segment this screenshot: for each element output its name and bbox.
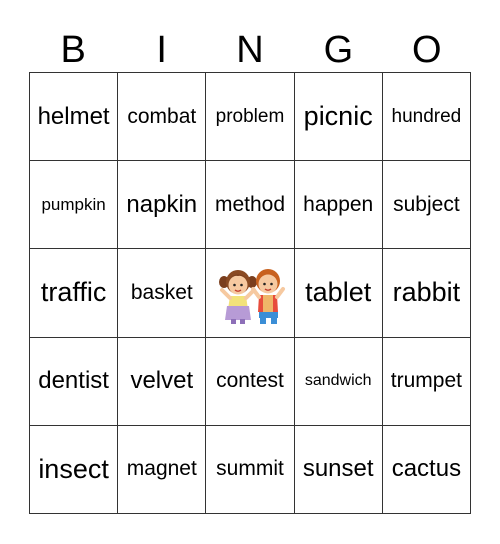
bingo-cell[interactable]: insect — [30, 426, 118, 514]
bingo-cell[interactable]: sandwich — [295, 338, 383, 426]
bingo-cell[interactable]: velvet — [118, 338, 206, 426]
header-letter-b: B — [60, 29, 86, 71]
header-letter-g: G — [323, 29, 354, 71]
bingo-cell[interactable]: cactus — [383, 426, 471, 514]
bingo-cell[interactable]: method — [206, 161, 294, 249]
bingo-card-grid — [29, 72, 471, 514]
bingo-cell[interactable]: helmet — [30, 73, 118, 161]
bingo-cell[interactable]: traffic — [30, 249, 118, 337]
header-letter-n: N — [236, 29, 264, 71]
bingo-cell[interactable]: subject — [383, 161, 471, 249]
bingo-cell[interactable]: summit — [206, 426, 294, 514]
bingo-cell[interactable]: hundred — [383, 73, 471, 161]
bingo-cell[interactable]: basket — [118, 249, 206, 337]
boy-figure — [253, 269, 283, 324]
bingo-cell[interactable]: combat — [118, 73, 206, 161]
girl-figure — [219, 270, 257, 324]
two-children-icon — [210, 260, 290, 326]
bingo-cell[interactable]: rabbit — [383, 249, 471, 337]
header-letter-o: O — [412, 29, 442, 71]
bingo-cell[interactable]: picnic — [295, 73, 383, 161]
bingo-cell[interactable]: napkin — [118, 161, 206, 249]
bingo-cell[interactable]: pumpkin — [30, 161, 118, 249]
bingo-cell[interactable]: magnet — [118, 426, 206, 514]
bingo-cell[interactable]: trumpet — [383, 338, 471, 426]
bingo-cell[interactable]: dentist — [30, 338, 118, 426]
bingo-cell[interactable]: tablet — [295, 249, 383, 337]
bingo-cell[interactable]: sunset — [295, 426, 383, 514]
bingo-cell[interactable]: contest — [206, 338, 294, 426]
bingo-cell[interactable]: happen — [295, 161, 383, 249]
free-space-cell[interactable] — [206, 249, 294, 337]
bingo-cell[interactable]: problem — [206, 73, 294, 161]
header-letter-i: I — [156, 29, 167, 71]
bingo-header — [29, 28, 471, 72]
